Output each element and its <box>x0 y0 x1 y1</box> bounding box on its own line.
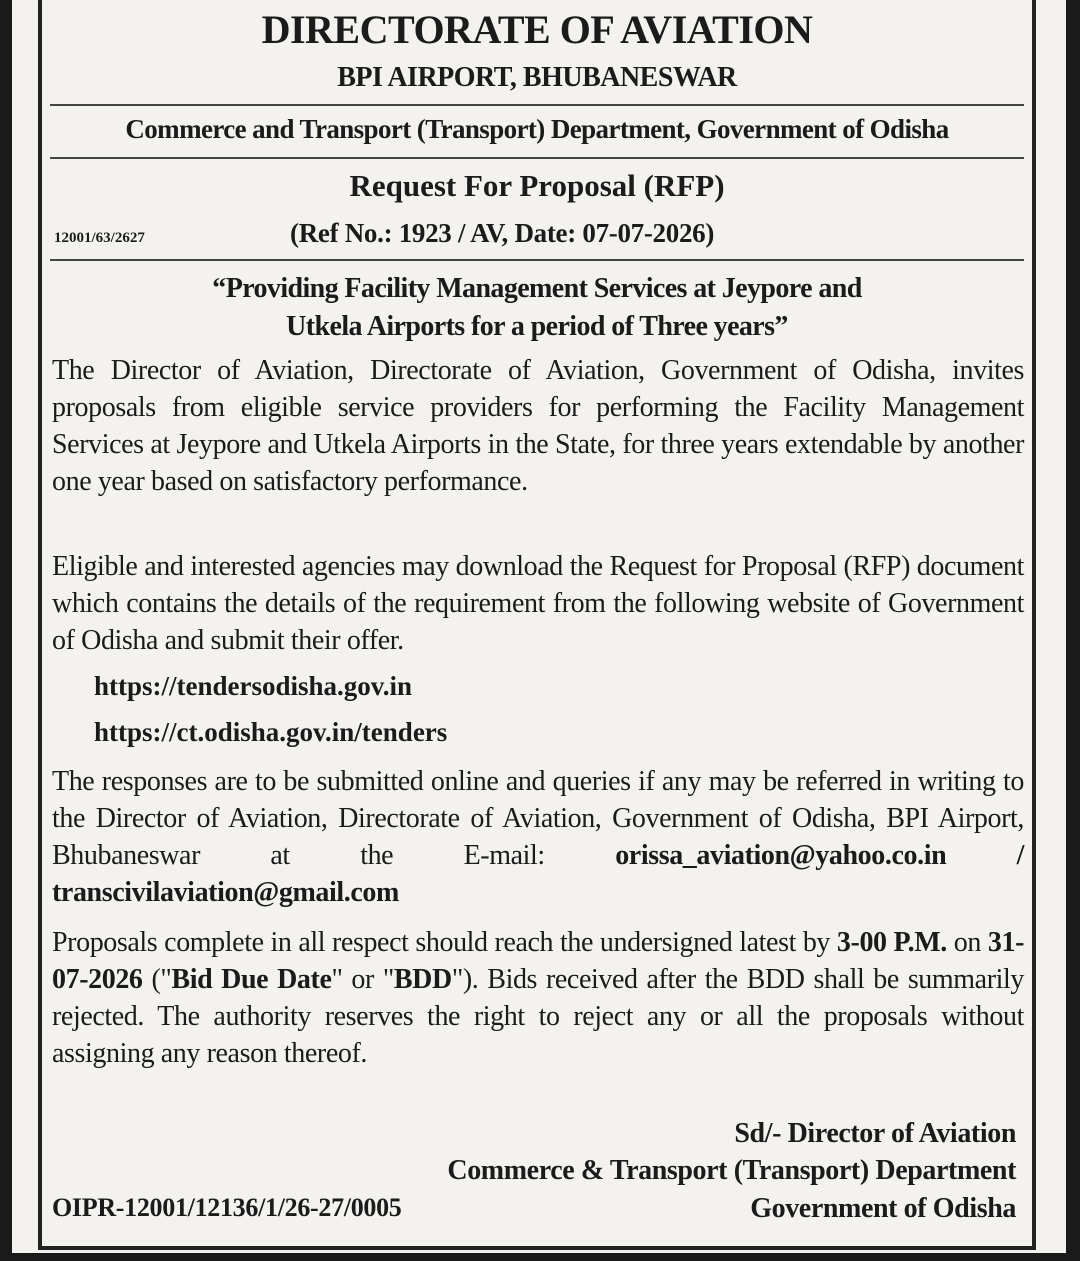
signature-line-3: Government of Odisha <box>750 1193 1016 1224</box>
paragraph-deadline <box>52 924 1024 1072</box>
paragraph-download: Eligible and interested agencies may download the Request for Proposal (RFP) document which contains the details of the requirement from the following website of Government of Odisha and submit their offer. <box>52 551 1024 656</box>
link-ct-odisha-tenders[interactable]: https://ct.odisha.gov.in/tenders <box>94 717 448 747</box>
notice-subtitle: BPI AIRPORT, BHUBANESWAR <box>337 62 737 93</box>
divider-top <box>50 104 1024 106</box>
file-code: 12001/63/2627 <box>54 230 145 246</box>
oipr-number: OIPR-12001/12136/1/26-27/0005 <box>52 1193 402 1222</box>
bid-due-date-label: Bid Due Date <box>171 964 332 995</box>
deadline-text-start: Proposals complete in all respect should reach the undersigned latest by <box>52 927 831 958</box>
photo-border-left <box>0 0 12 1261</box>
notice-frame <box>38 0 1036 1250</box>
paragraph-invitation: The Director of Aviation, Directorate of Aviation, Government of Odisha, invites proposals from eligible service providers for performing the Facility Management Services at Jeypore and Utkela Airports in the State, for three years extendable by another one year based on satisfactory performance. <box>52 355 1024 497</box>
rfp-title: Request For Proposal (RFP) <box>349 168 725 203</box>
divider-dept <box>50 157 1024 159</box>
bdd-label: BDD <box>393 964 452 995</box>
deadline-time: 3-00 P.M. <box>836 927 947 958</box>
deadline-date: 31-07-2026 <box>52 927 1024 995</box>
paragraph-responses <box>52 763 1024 911</box>
link-tendersodisha[interactable]: https://tendersodisha.gov.in <box>94 671 413 701</box>
notice-title: DIRECTORATE OF AVIATION <box>261 7 813 52</box>
divider-ref <box>50 259 1024 261</box>
email-addresses: orissa_aviation@yahoo.co.in / transcivilaviation@gmail.com <box>52 840 1025 908</box>
subject-heading <box>42 270 1032 346</box>
subject-line-1: “Providing Facility Management Services at Jeypore and <box>212 273 862 304</box>
responses-text: The responses are to be submitted online and queries if any may be referred in writing to the Director of Aviation, Directorate of Aviation, Government of Odisha, BPI Airport, Bhubaneswar at the E-mail: <box>52 766 1024 871</box>
photo-border-right <box>1066 0 1080 1261</box>
signature-line-1: Sd/- Director of Aviation <box>734 1118 1016 1149</box>
department-line: Commerce and Transport (Transport) Department, Government of Odisha <box>125 114 949 144</box>
deadline-open-quote: (" <box>151 964 172 995</box>
deadline-on: on <box>953 927 981 958</box>
reference-number: (Ref No.: 1923 / AV, Date: 07-07-2026) <box>290 218 715 248</box>
signature-line-2: Commerce & Transport (Transport) Department <box>447 1155 1016 1186</box>
photo-border-bottom <box>0 1253 1080 1261</box>
subject-line-2: Utkela Airports for a period of Three years” <box>286 311 788 342</box>
deadline-text-end: "). Bids received after the BDD shall be summarily rejected. The authority reserves the right to reject any or all the proposals without assigning any reason thereof. <box>52 964 1024 1069</box>
deadline-or: " or " <box>331 964 394 995</box>
